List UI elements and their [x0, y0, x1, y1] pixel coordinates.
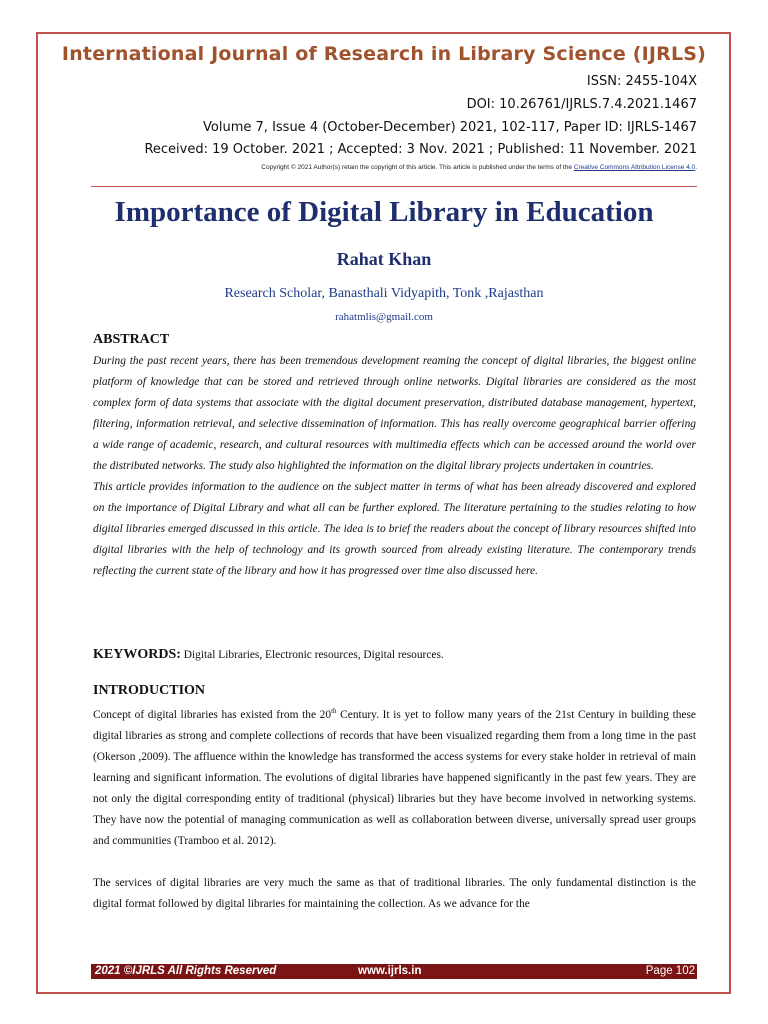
- introduction-paragraph: The services of digital libraries are very much the same as that of traditional libraries. The only fundamental distinction is the digital format followed by digital libraries for maintaining the collection. As we advance for the: [93, 877, 696, 910]
- author-affiliation: Research Scholar, Banasthali Vidyapith, Tonk ,Rajasthan: [224, 286, 544, 301]
- footer-copyright: 2021 ©IJRLS All Rights Reserved: [95, 965, 277, 977]
- introduction-body: [93, 705, 696, 936]
- footer-website[interactable]: www.ijrls.in: [358, 965, 422, 977]
- keywords-text: Digital Libraries, Electronic resources, Digital resources.: [180, 649, 444, 661]
- copyright-end: .: [695, 164, 697, 171]
- page-number: Page 102: [645, 965, 695, 977]
- introduction-paragraph: [93, 705, 696, 852]
- issn: ISSN: 2455-104X: [586, 74, 697, 89]
- copyright-notice: [261, 164, 697, 171]
- author-name: Rahat Khan: [336, 249, 432, 269]
- superscript: th: [331, 707, 337, 716]
- journal-title: International Journal of Research in Library Science (IJRLS): [61, 43, 707, 65]
- keywords: [93, 647, 696, 663]
- doi: DOI: 10.26761/IJRLS.7.4.2021.1467: [466, 97, 697, 112]
- publication-dates: Received: 19 October. 2021 ; Accepted: 3 Nov. 2021 ; Published: 11 November. 2021: [144, 142, 697, 157]
- intro-text-part: Concept of digital libraries has existed from the 20: [93, 709, 332, 721]
- keywords-label: KEYWORDS:: [93, 647, 181, 662]
- license-link[interactable]: Creative Commons Attribution License 4.0: [573, 164, 696, 171]
- footer-bar: [91, 964, 697, 979]
- abstract-paragraph: During the past recent years, there has been tremendous development reaming the concept of digital libraries, the biggest online platform of knowledge that can be stored and retrieved through online networks. Digital libraries are considered as the most complex form of data systems that associate with the digital document preservation, distributed database management, hypertext, filtering, information retrieval, and selective dissemination of information. This has really overcome geographical barrier offering a wide range of academic, research, and cultural resources with multimedia effects which can be accessed around the world over the distributed networks. The study also highlighted the information on the digital library projects undertaken in countries.: [93, 355, 696, 472]
- paper-title: Importance of Digital Library in Education: [114, 196, 654, 228]
- abstract-paragraph: This article provides information to the audience on the subject matter in terms of what has been already discovered and explored on the importance of Digital Library and what all can be further explored. The literature pertaining to the studies relating to how digital libraries emerged discussed in this article. The idea is to brief the readers about the concept of library resources shifted into digital libraries with the help of technology and its growth sourced from already existing literature. The contemporary trends reflecting the current state of the library and how it has progressed over time also discussed here.: [93, 481, 696, 577]
- intro-text-part: Century. It is yet to follow many years of the 21st Century in building these digital libraries as strong and complete collections of records that have been visualized regarding them from a long time in the past (Okerson ,2009). The affluence within the knowledge has transformed the access systems for every stake holder in retrieval of main learning and significant information. The evolutions of digital libraries have happened significantly in the past few years. They are not only the digital corresponding entity of traditional (physical) libraries but they have become involved in networking systems. They have now the potential of managing communication as well as collaboration between diverse, universally spread user groups and communities (Tramboo et al. 2012).: [93, 709, 696, 847]
- volume-info: Volume 7, Issue 4 (October-December) 2021, 102-117, Paper ID: IJRLS-1467: [203, 120, 697, 135]
- author-email[interactable]: rahatmlis@gmail.com: [335, 311, 433, 323]
- copyright-text: Copyright © 2021 Author(s) retain the copyright of this article. This article is published under the terms of the: [261, 164, 574, 171]
- introduction-heading: INTRODUCTION: [93, 683, 206, 698]
- header-divider: [91, 186, 697, 187]
- abstract-body: [93, 351, 696, 582]
- abstract-heading: ABSTRACT: [93, 332, 170, 347]
